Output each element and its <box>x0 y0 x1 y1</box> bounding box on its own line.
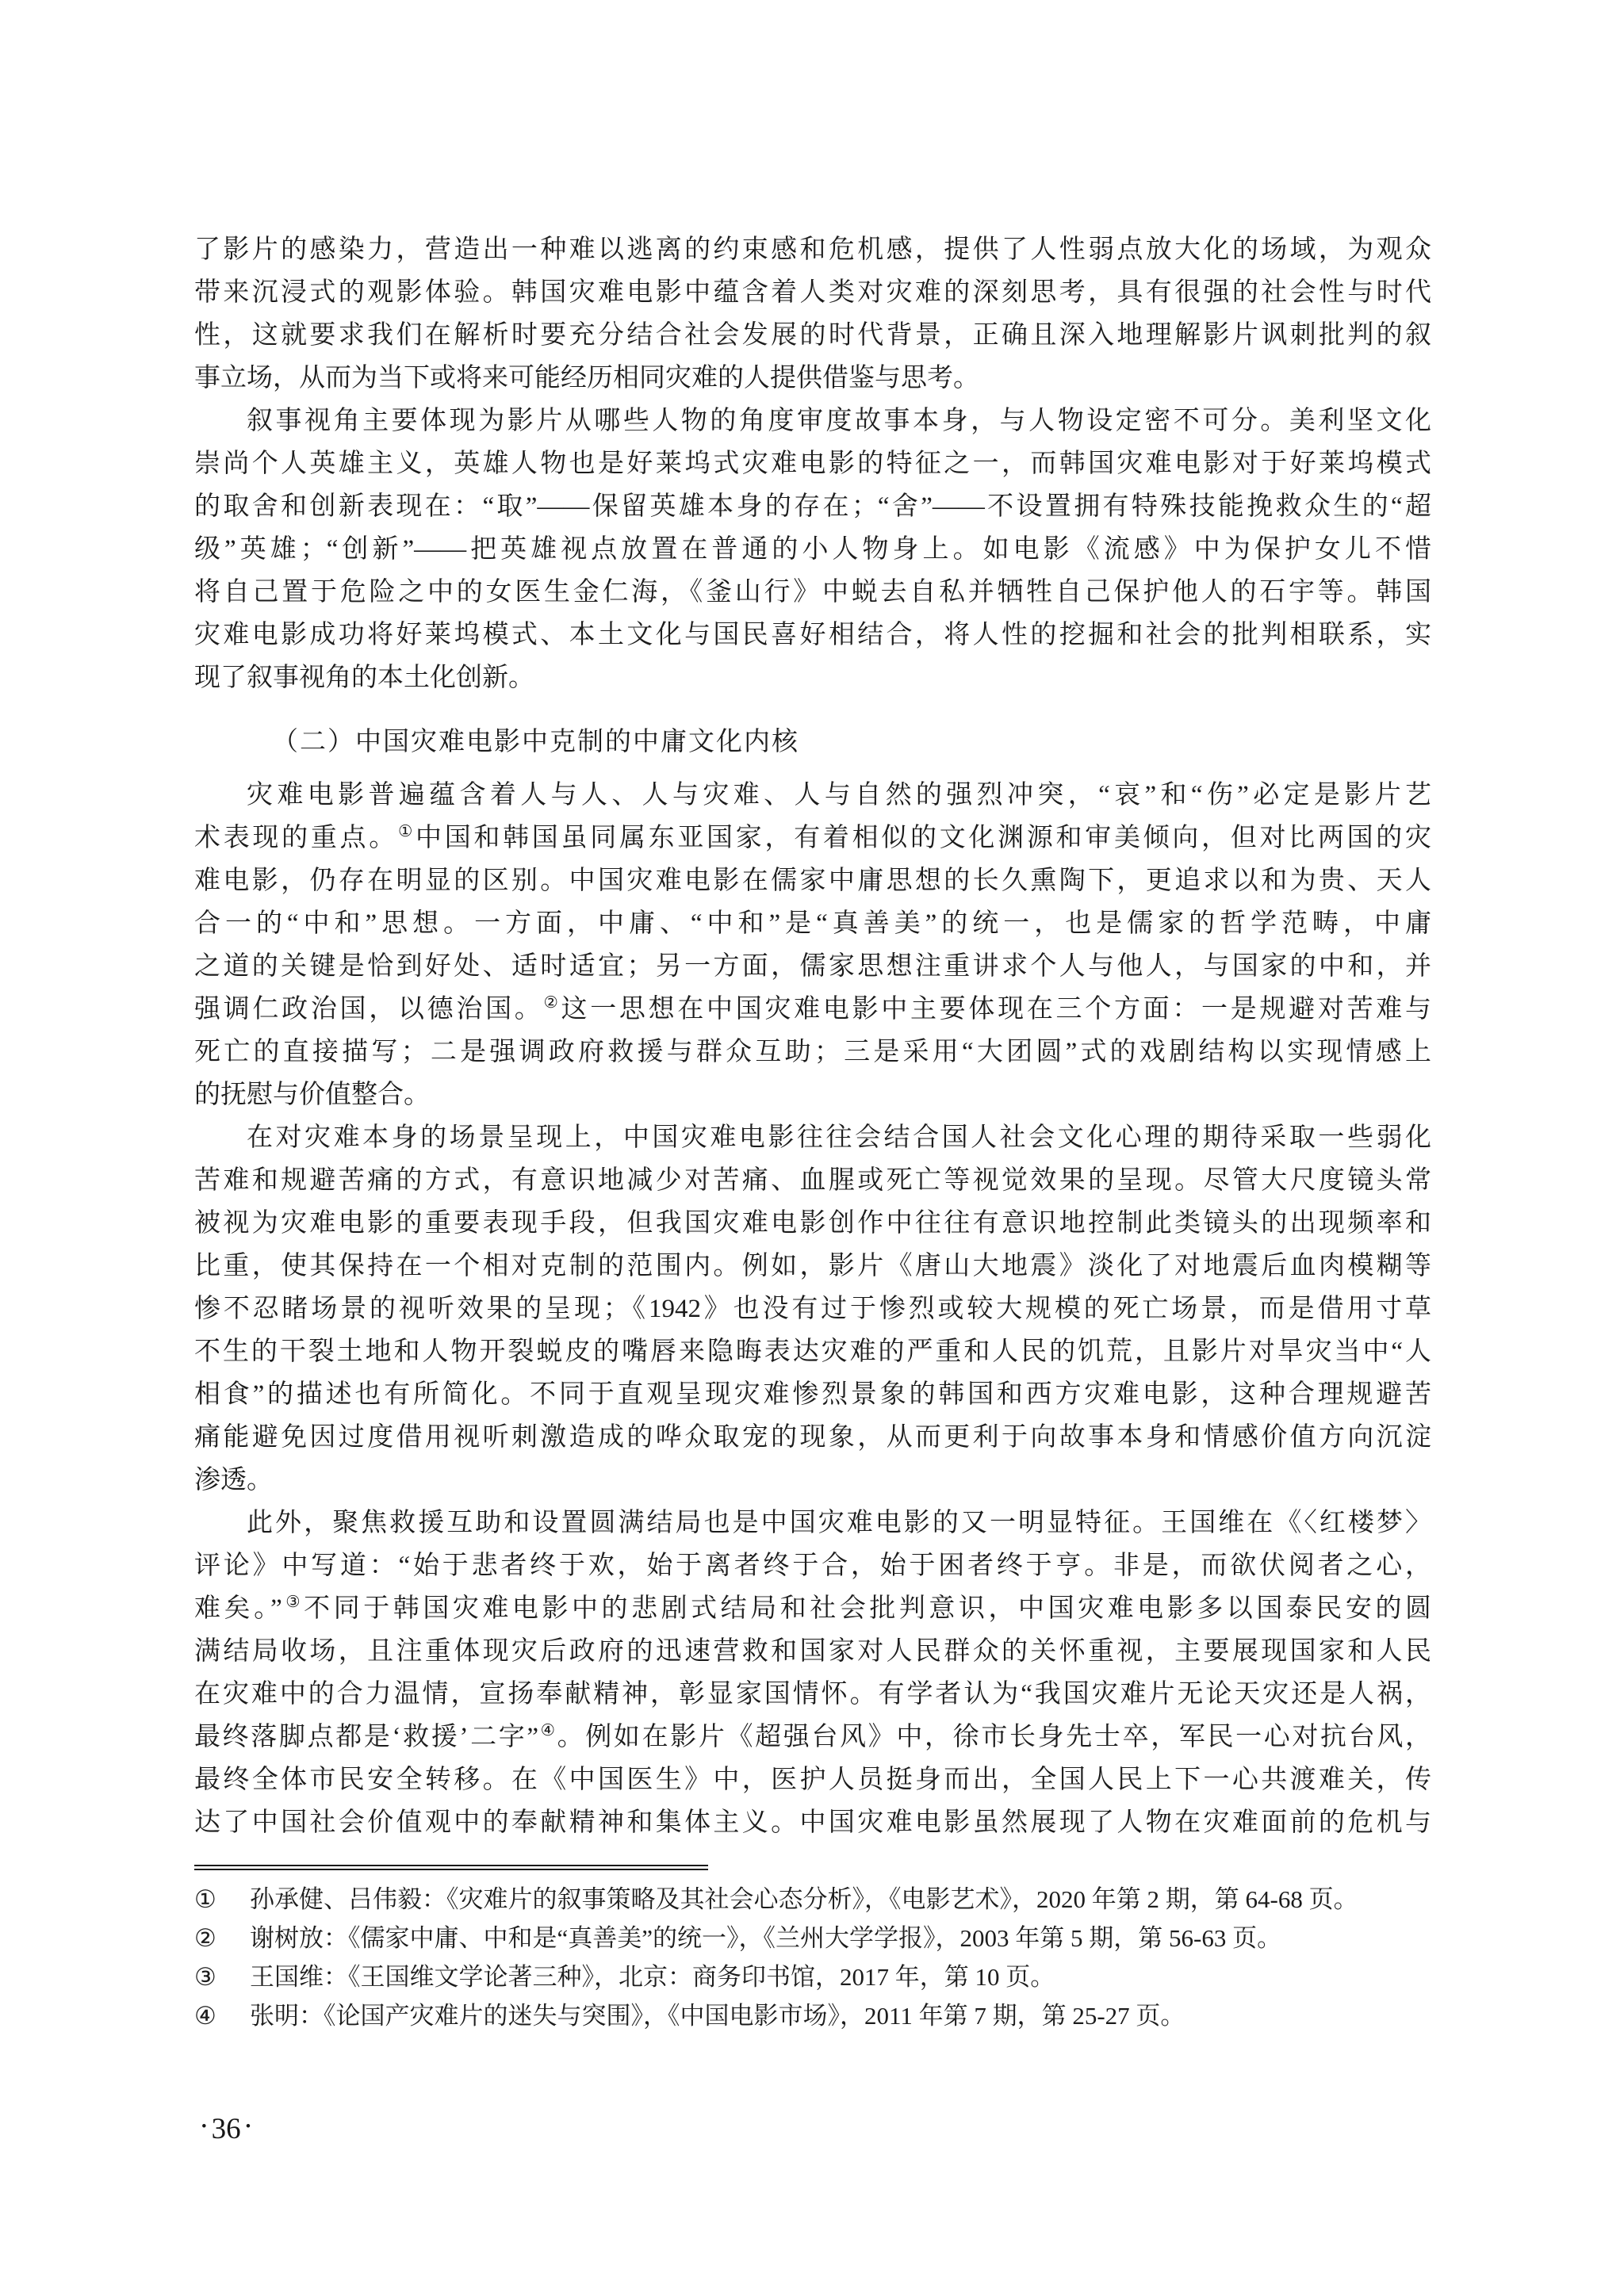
body-text-line: 带来沉浸式的观影体验。韩国灾难电影中蕴含着人类对灾难的深刻思考，具有很强的社会性与时代 <box>194 278 1431 307</box>
body-text-line: 的抚慰与价值整合。 <box>194 1081 430 1109</box>
body-text-line: 灾难电影成功将好莱坞模式、本土文化与国民喜好相结合，将人性的挖掘和社会的批判相联系，实 <box>194 621 1431 649</box>
footnote-marker: ① <box>194 1885 216 1913</box>
body-text-line: 灾难电影普遍蕴含着人与人、人与灾难、人与自然的强烈冲突，“哀”和“伤”必定是影片艺 <box>247 781 1431 809</box>
body-text-line: 不生的干裂土地和人物开裂蜕皮的嘴唇来隐晦表达灾难的严重和人民的饥荒，且影片对旱灾当中“人 <box>194 1337 1431 1366</box>
paragraph <box>194 400 1431 699</box>
body-text-line: 评论》中写道：“始于悲者终于欢，始于离者终于合，始于困者终于亨。非是，而欲伏阅者之心， <box>194 1552 1431 1580</box>
footnote-ref: ③ <box>282 1594 304 1611</box>
body-text-line: 达了中国社会价值观中的奉献精神和集体主义。中国灾难电影虽然展现了人物在灾难面前的危机与 <box>194 1808 1431 1837</box>
footnote-section <box>194 1865 1431 2035</box>
footnote <box>194 1880 1431 1919</box>
paragraph <box>194 774 1431 1116</box>
footnote <box>194 1957 1431 1996</box>
body-text-line: 叙事视角主要体现为影片从哪些人物的角度审度故事本身，与人物设定密不可分。美利坚文化 <box>247 407 1431 435</box>
footnote-text: 张明：《论国产灾难片的迷失与突围》，《中国电影市场》，2011 年第 7 期，第 25-27 页。 <box>250 2002 1185 2030</box>
page-number-right-dot: • <box>245 2118 251 2135</box>
footnote-list <box>194 1880 1431 2035</box>
body-text-line: 事立场，从而为当下或将来可能经历相同灾难的人提供借鉴与思考。 <box>194 364 979 392</box>
footnote-text: 王国维：《王国维文学论著三种》，北京：商务印书馆，2017 年，第 10 页。 <box>250 1963 1055 1991</box>
body-text-line: 术表现的重点。①中国和韩国虽同属东亚国家，有着相似的文化渊源和审美倾向，但对比两国的灾 <box>194 823 1432 852</box>
body-text-line: 级”英雄；“创新”——把英雄视点放置在普通的小人物身上。如电影《流感》中为保护女儿不惜 <box>194 535 1431 564</box>
footnote-ref: ① <box>397 823 416 840</box>
body-text-line: 合一的“中和”思想。一方面，中庸、“中和”是“真善美”的统一，也是儒家的哲学范畴，中庸 <box>194 909 1431 938</box>
body-text-line: 苦难和规避苦痛的方式，有意识地减少对苦痛、血腥或死亡等视觉效果的呈现。尽管大尺度镜头常 <box>194 1166 1431 1195</box>
footnote <box>194 1996 1431 2035</box>
footnote-marker: ④ <box>194 2002 216 2030</box>
body-text-line: 将自己置于危险之中的女医生金仁海，《釜山行》中蜕去自私并牺牲自己保护他人的石宇等。韩国 <box>194 578 1431 607</box>
body-text-line: 此外，聚焦救援互助和设置圆满结局也是中国灾难电影的又一明显特征。王国维在《〈红楼梦〉 <box>247 1509 1431 1537</box>
body-text-line: 现了叙事视角的本土化创新。 <box>194 664 534 692</box>
body-text-line: 比重，使其保持在一个相对克制的范围内。例如，影片《唐山大地震》淡化了对地震后血肉模糊等 <box>194 1252 1431 1280</box>
paragraph <box>194 228 1431 400</box>
body-text-line: 强调仁政治国，以德治国。②这一思想在中国灾难电影中主要体现在三个方面：一是规避对苦难与 <box>194 994 1432 1024</box>
footnote-separator <box>194 1865 708 1870</box>
footnote-text: 孙承健、吕伟毅：《灾难片的叙事策略及其社会心态分析》，《电影艺术》，2020 年第 2 期，第 64-68 页。 <box>250 1885 1358 1913</box>
body-text-line: 死亡的直接描写；二是强调政府救援与群众互助；三是采用“大团圆”式的戏剧结构以实现情感上 <box>194 1038 1431 1066</box>
page-number-left-dot: • <box>201 2118 207 2135</box>
page-number <box>197 2112 255 2146</box>
body-text-line: 难电影，仍存在明显的区别。中国灾难电影在儒家中庸思想的长久熏陶下，更追求以和为贵、天人 <box>194 867 1431 895</box>
body-text-line: 崇尚个人英雄主义，英雄人物也是好莱坞式灾难电影的特征之一，而韩国灾难电影对于好莱坞模式 <box>194 450 1431 478</box>
body-text-line: 满结局收场，且注重体现灾后政府的迅速营救和国家对人民群众的关怀重视，主要展现国家和人民 <box>194 1637 1431 1666</box>
footnote-ref: ④ <box>538 1722 557 1739</box>
body-text-line: 性，这就要求我们在解析时要充分结合社会发展的时代背景，正确且深入地理解影片讽刺批判的叙 <box>194 321 1431 350</box>
body-text-line: 被视为灾难电影的重要表现手段，但我国灾难电影创作中往往有意识地控制此类镜头的出现频率和 <box>194 1209 1431 1238</box>
body-text-line: 在灾难中的合力温情，宣扬奉献精神，彰显家国情怀。有学者认为“我国灾难片无论天灾还是人祸， <box>194 1680 1431 1709</box>
footnote-ref: ② <box>543 994 561 1012</box>
footnote <box>194 1919 1431 1957</box>
body-text-line: 最终落脚点都是‘救援’二字”④。例如在影片《超强台风》中，徐市长身先士卒，军民一心对抗台风， <box>194 1722 1431 1751</box>
footnote-text: 谢树放：《儒家中庸、中和是“真善美”的统一》，《兰州大学学报》，2003 年第 5 期，第 56-63 页。 <box>250 1924 1282 1952</box>
section-heading: （二）中国灾难电影中克制的中庸文化内核 <box>272 728 799 756</box>
body-text-line: 在对灾难本身的场景呈现上，中国灾难电影往往会结合国人社会文化心理的期待采取一些弱化 <box>247 1123 1431 1152</box>
paragraph <box>194 1116 1431 1502</box>
body-text-line: 的取舍和创新表现在：“取”——保留英雄本身的存在；“舍”——不设置拥有特殊技能挽救众生的“超 <box>194 492 1431 521</box>
footnote-marker: ③ <box>194 1963 216 1991</box>
body-text-line: 最终全体市民安全转移。在《中国医生》中，医护人员挺身而出，全国人民上下一心共渡难关，传 <box>194 1766 1431 1794</box>
paragraph <box>194 1502 1431 1844</box>
page-number-value: 36 <box>211 2113 241 2145</box>
body-text-line: 难矣。”③不同于韩国灾难电影中的悲剧式结局和社会批判意识，中国灾难电影多以国泰民安的圆 <box>194 1594 1432 1623</box>
body-text-line: 之道的关键是恰到好处、适时适宜；另一方面，儒家思想注重讲求个人与他人，与国家的中和，并 <box>194 952 1431 981</box>
body-text-line: 相食”的描述也有所简化。不同于直观呈现灾难惨烈景象的韩国和西方灾难电影，这种合理规避苦 <box>194 1380 1431 1409</box>
footnote-marker: ② <box>194 1924 216 1952</box>
body-text-line: 痛能避免因过度借用视听刺激造成的哗众取宠的现象，从而更利于向故事本身和情感价值方向沉淀 <box>194 1423 1431 1452</box>
body-text-line: 惨不忍睹场景的视听效果的呈现；《1942》也没有过于惨烈或较大规模的死亡场景，而是借用寸草 <box>194 1295 1431 1323</box>
body-text-line: 渗透。 <box>194 1466 273 1494</box>
body-text-line: 了影片的感染力，营造出一种难以逃离的约束感和危机感，提供了人性弱点放大化的场域，为观众 <box>194 235 1431 264</box>
